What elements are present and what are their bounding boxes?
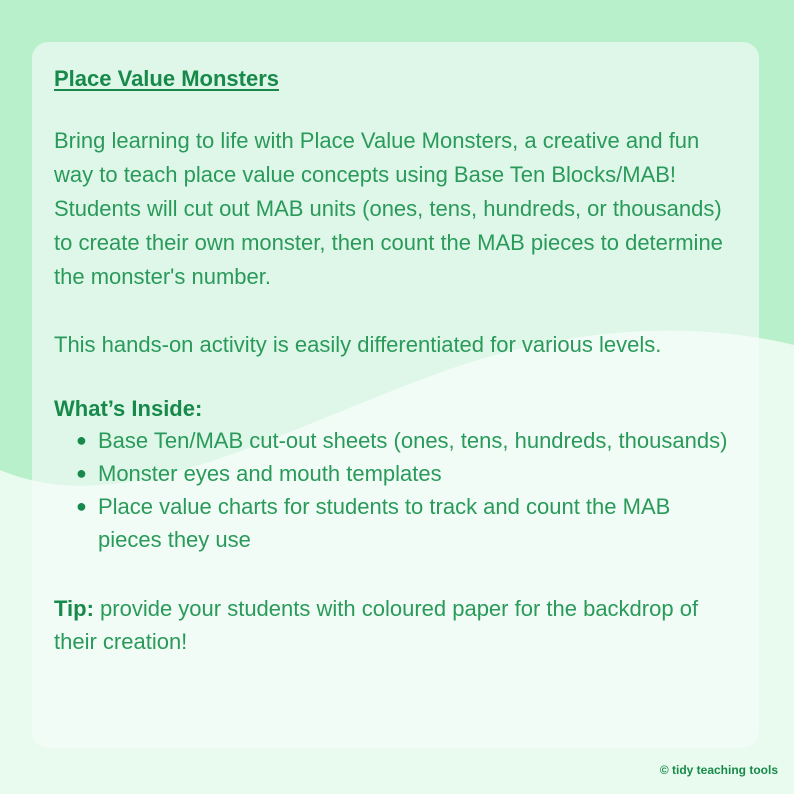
bullet-icon: ●: [76, 463, 87, 483]
whats-inside-heading: What’s Inside:: [54, 396, 203, 421]
list-item-text: Monster eyes and mouth templates: [98, 461, 442, 486]
differentiation-paragraph: This hands-on activity is easily differentiated for various levels.: [54, 332, 662, 357]
tip-text: provide your students with coloured paper for the backdrop of their creation!: [54, 596, 699, 654]
list-item: [76, 490, 737, 556]
list-item-text: Place value charts for students to track and count the MAB pieces they use: [98, 494, 671, 552]
content-card: [32, 42, 759, 748]
bullet-icon: ●: [76, 496, 87, 516]
brand-credit: © tidy teaching tools: [659, 763, 778, 777]
intro-paragraph: Bring learning to life with Place Value Monsters, a creative and fun way to teach place value concepts using Base Ten Blocks/MAB! Students will cut out MAB units (ones, tens, hundreds, or thousands) to create their own monster, then count the MAB pieces to determine the monster's number.: [54, 128, 723, 289]
tip-paragraph: [54, 592, 737, 658]
page-title: Place Value Monsters: [54, 66, 279, 91]
list-item-text: Base Ten/MAB cut-out sheets (ones, tens, hundreds, thousands): [98, 428, 728, 453]
bullet-icon: ●: [76, 430, 87, 450]
list-item: [76, 424, 737, 457]
whats-inside-list: [54, 424, 737, 556]
tip-label: Tip:: [54, 596, 94, 621]
list-item: [76, 457, 737, 490]
